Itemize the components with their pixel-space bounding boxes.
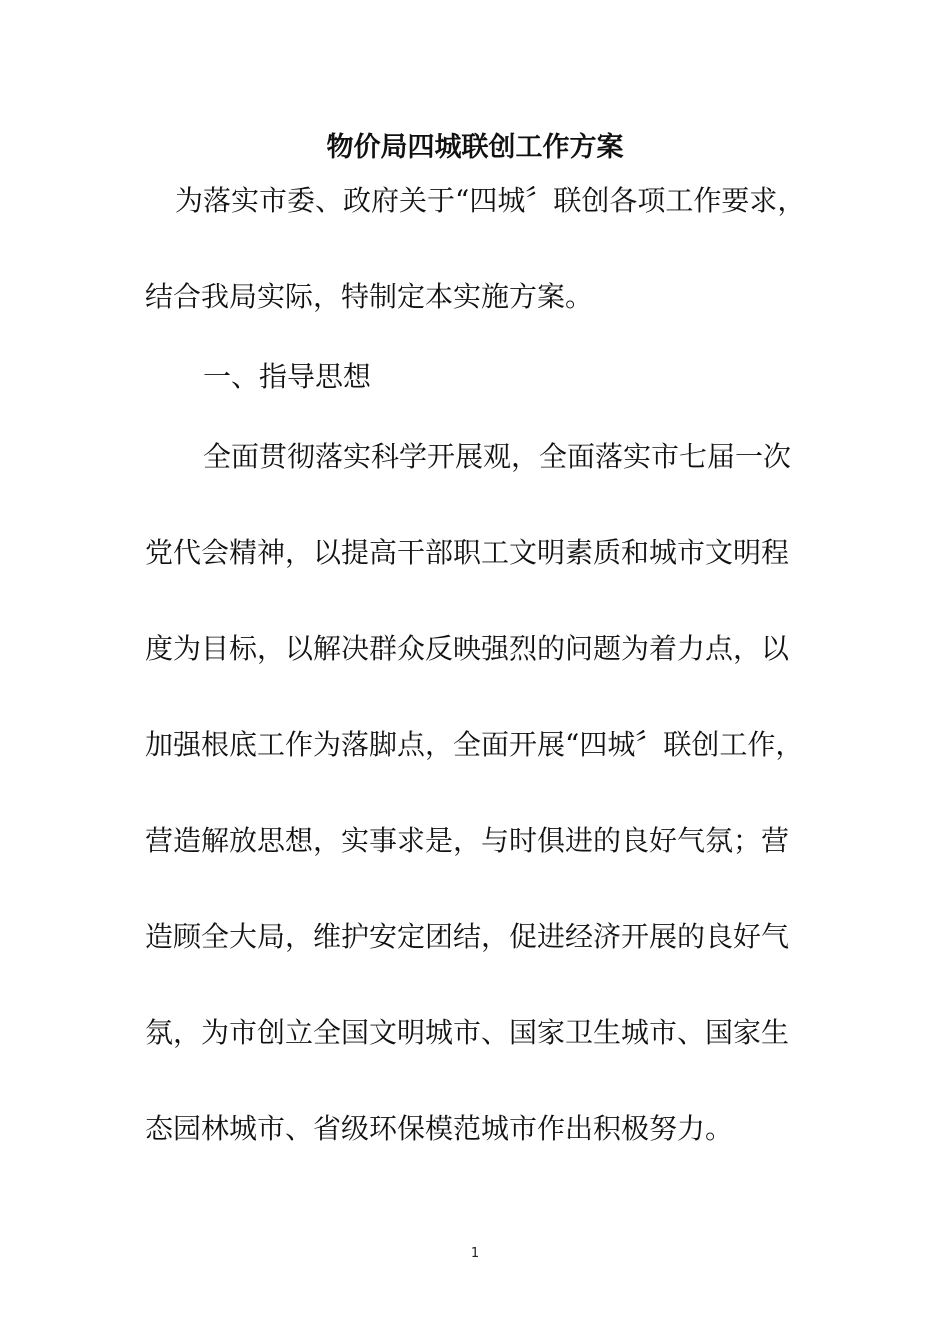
paragraph-line: 氛，为市创立全国文明城市、国家卫生城市、国家生: [145, 1016, 790, 1049]
paragraph-line: 为落实市委、政府关于“四城〞联创各项工作要求，: [175, 184, 806, 217]
page-number: 1: [470, 1246, 480, 1261]
paragraph-line: 营造解放思想，实事求是，与时俱进的良好气氛；营: [145, 824, 790, 857]
paragraph-line: 态园林城市、省级环保模范城市作出积极努力。: [145, 1112, 734, 1145]
paragraph-line: 加强根底工作为落脚点，全面开展“四城〞联创工作，: [145, 728, 804, 761]
section-heading: 一、指导思想: [203, 360, 372, 393]
paragraph-line: 结合我局实际，特制定本实施方案。: [145, 280, 594, 313]
paragraph-line: 全面贯彻落实科学开展观，全面落实市七届一次: [203, 440, 792, 473]
paragraph-line: 造顾全大局，维护安定团结，促进经济开展的良好气: [145, 920, 790, 953]
document-title: 物价局四城联创工作方案: [326, 132, 624, 163]
paragraph-line: 党代会精神，以提高干部职工文明素质和城市文明程: [145, 536, 790, 569]
paragraph-line: 度为目标，以解决群众反映强烈的问题为着力点，以: [145, 632, 790, 665]
